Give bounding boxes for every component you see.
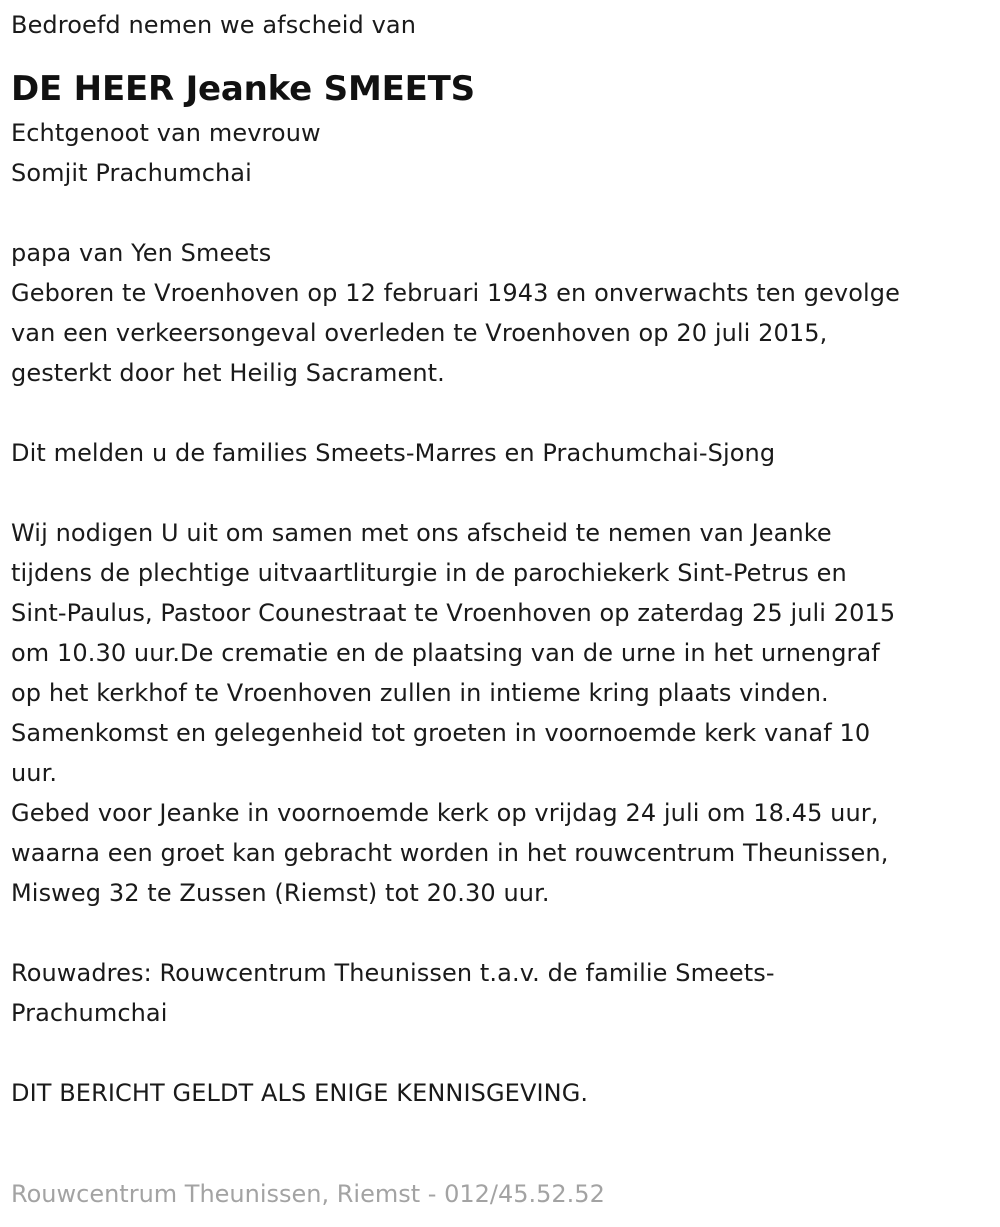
spacer	[11, 45, 996, 65]
details-line: papa van Yen Smeets	[11, 239, 272, 267]
invitation-line: tijdens de plechtige uitvaartliturgie in de parochiekerk Sint-Petrus en	[11, 559, 847, 587]
details-line: Geboren te Vroenhoven op 12 februari 1943 en onverwachts ten gevolge	[11, 279, 900, 307]
invitation-line: Gebed voor Jeanke in voornoemde kerk op vrijdag 24 juli om 18.45 uur,	[11, 799, 879, 827]
address-line: Rouwadres: Rouwcentrum Theunissen t.a.v. de familie Smeets-	[11, 959, 775, 987]
invitation-line: Wij nodigen U uit om samen met ons afscheid te nemen van Jeanke	[11, 519, 832, 547]
invitation-line: waarna een groet kan gebracht worden in het rouwcentrum Theunissen,	[11, 839, 889, 867]
details-line: van een verkeersongeval overleden te Vroenhoven op 20 juli 2015,	[11, 319, 828, 347]
families-line: Dit melden u de families Smeets-Marres en Prachumchai-Sjong	[11, 439, 776, 467]
spacer	[11, 1033, 996, 1073]
invitation-line: uur.	[11, 759, 58, 787]
spouse-line: Echtgenoot van mevrouw	[11, 119, 321, 147]
invitation-line: Samenkomst en gelegenheid tot groeten in voornoemde kerk vanaf 10	[11, 719, 871, 747]
invitation-line: Misweg 32 te Zussen (Riemst) tot 20.30 uur.	[11, 879, 550, 907]
invitation-line: Sint-Paulus, Pastoor Counestraat te Vroenhoven op zaterdag 25 juli 2015	[11, 599, 896, 627]
notice-line: DIT BERICHT GELDT ALS ENIGE KENNISGEVING.	[11, 1079, 589, 1107]
spacer	[11, 473, 996, 513]
intro-text: Bedroefd nemen we afscheid van	[11, 11, 417, 39]
spouse-name: Somjit Prachumchai	[11, 159, 252, 187]
funeral-home-footer: Rouwcentrum Theunissen, Riemst - 012/45.52.52	[11, 1180, 605, 1208]
invitation-line: op het kerkhof te Vroenhoven zullen in intieme kring plaats vinden.	[11, 679, 829, 707]
deceased-name: DE HEER Jeanke SMEETS	[11, 69, 475, 109]
spacer	[11, 393, 996, 433]
address-line: Prachumchai	[11, 999, 168, 1027]
spacer	[11, 193, 996, 233]
details-line: gesterkt door het Heilig Sacrament.	[11, 359, 445, 387]
invitation-line: om 10.30 uur.De crematie en de plaatsing van de urne in het urnengraf	[11, 639, 880, 667]
death-notice	[11, 5, 996, 1113]
spacer	[11, 913, 996, 953]
